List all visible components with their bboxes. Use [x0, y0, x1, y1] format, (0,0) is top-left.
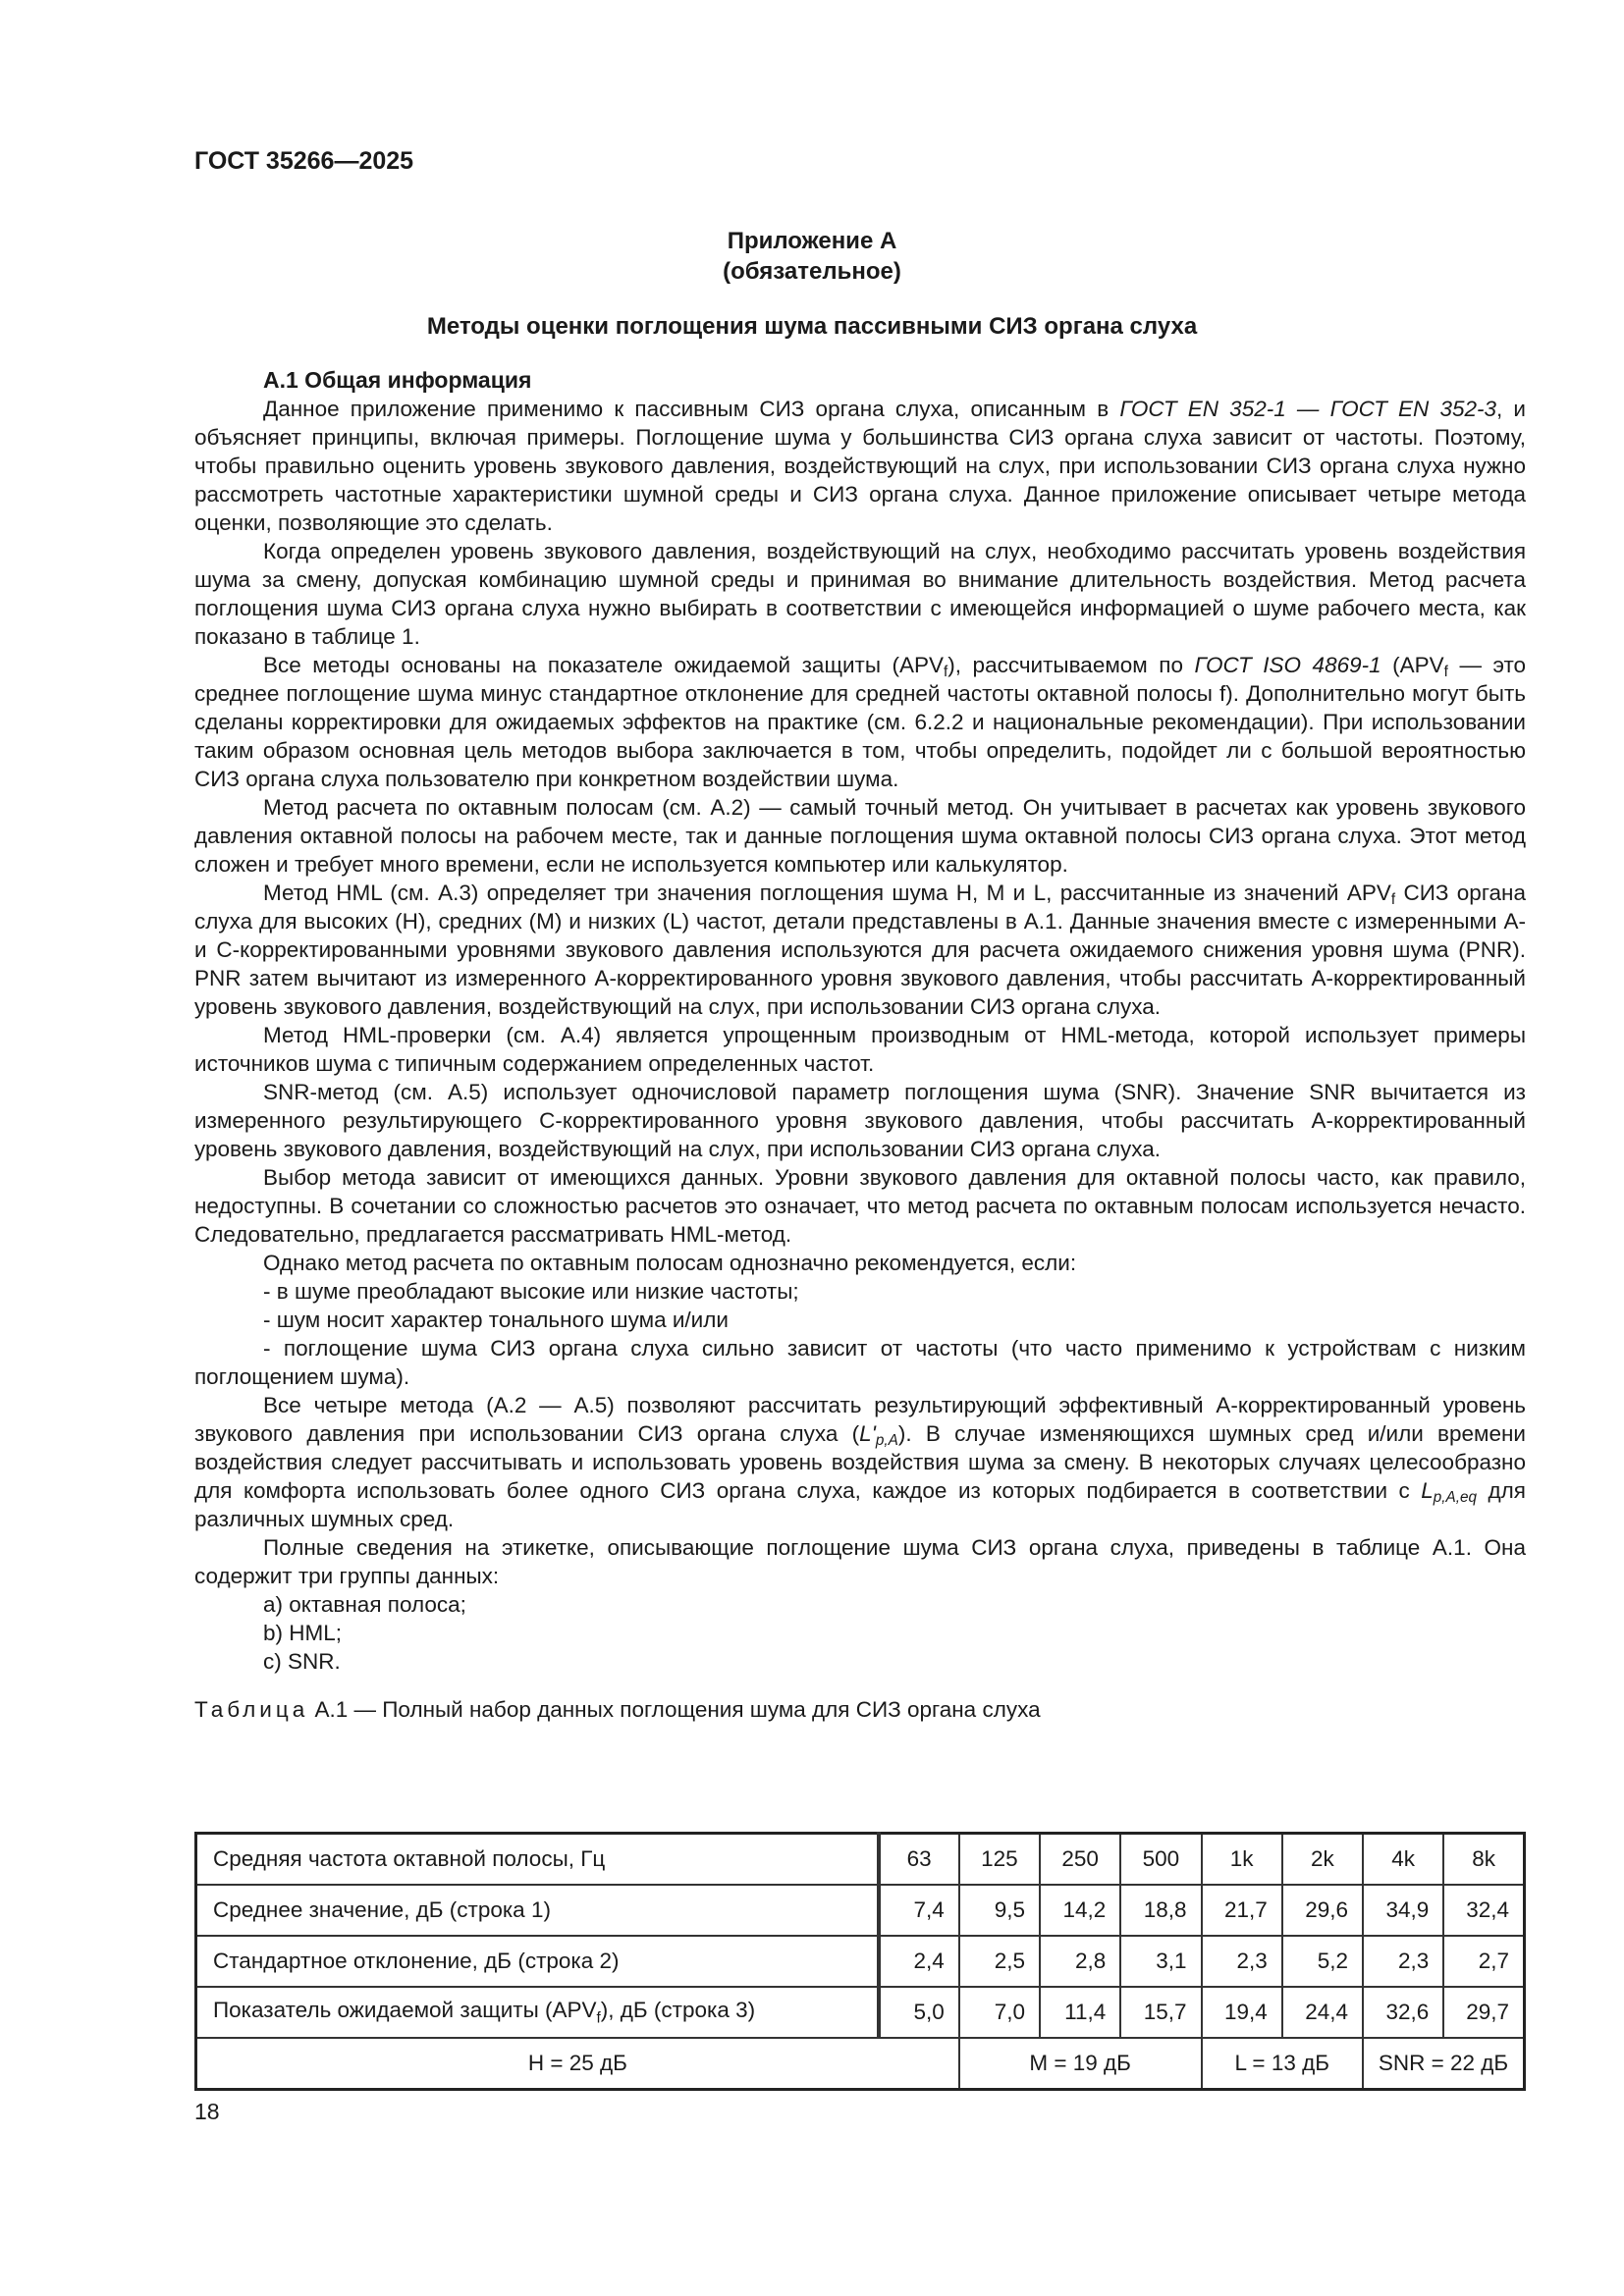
row-label: Показатель ожидаемой защиты $(APV_f)$, дБ (строка 3): [196, 1987, 879, 2038]
table-row: [196, 1834, 1525, 1886]
annex-title: Приложение А: [727, 228, 897, 254]
table-cell: 15,7: [1120, 1987, 1201, 2038]
summary-snr: SNR = 22 дБ: [1363, 2038, 1525, 2090]
standard-reference: ГОСТ ISO 4869-1: [1194, 653, 1381, 677]
summary-m: M = 19 дБ: [959, 2038, 1202, 2090]
table-cell: 5,2: [1282, 1936, 1363, 1987]
list-item: a) октавная полоса;: [263, 1592, 466, 1617]
row-label: Среднее значение, дБ (строка 1): [196, 1885, 879, 1936]
table-cell: 2,5: [959, 1936, 1040, 1987]
table-cell: 63: [879, 1834, 959, 1886]
annex-heading: Методы оценки поглощения шума пассивными СИЗ органа слуха: [426, 313, 1198, 340]
table-row: [196, 1885, 1525, 1936]
paragraph-4: Метод расчета по октавным полосам (см. А.2) — самый точный метод. Он учитывает в расчетах как уровень звукового давления октавной полосы на рабочем месте, так и данные поглощения шума октавной полосы СИЗ органа слуха. Этот метод сложен и требует много времени, если не используется компьютер или калькулятор.: [194, 795, 1526, 877]
table-cell: 9,5: [959, 1885, 1040, 1936]
table-cell: 2,4: [879, 1936, 959, 1987]
table-cell: 250: [1040, 1834, 1120, 1886]
annex-body: [194, 365, 1526, 1724]
list-item: c) SNR.: [263, 1649, 341, 1674]
document-code: ГОСТ 35266—2025: [194, 147, 414, 175]
list-item: b) HML;: [263, 1621, 343, 1645]
table-cell: 24,4: [1282, 1987, 1363, 2038]
summary-h: H = 25 дБ: [196, 2038, 959, 2090]
paragraph-9: Однако метод расчета по октавным полосам однозначно рекомендуется, если:: [263, 1251, 1077, 1275]
table-cell: 4k: [1363, 1834, 1443, 1886]
table-cell: 500: [1120, 1834, 1201, 1886]
table-summary-row: [196, 2038, 1525, 2090]
paragraph-3: Все методы основаны на показателе ожидаемой защиты $(APV_f)$, рассчитываемом по ГОСТ ISO 4869-1 ($APV_f$ — это среднее поглощение шума минус стандартное отклонение для средней частоты октавной полосы f). Дополнительно могут быть сделаны корректировки для ожидаемых эффектов на практике (см. 6.2.2 и национальные рекомендации). При использовании таким образом основная цель методов выбора заключается в том, чтобы определить, подойдет ли с большой вероятностью СИЗ органа слуха пользователю при конкретном воздействии шума.: [194, 653, 1527, 791]
table-cell: 3,1: [1120, 1936, 1201, 1987]
paragraph-8: Выбор метода зависит от имеющихся данных. Уровни звукового давления для октавной полосы часто, как правило, недоступны. В сочетании со сложностью расчетов это означает, что метод расчета по октавным полосам используется нечасто. Следовательно, предлагается рассматривать HML-метод.: [194, 1165, 1526, 1247]
table-row: [196, 1987, 1525, 2038]
table-cell: 2k: [1282, 1834, 1363, 1886]
bullet-item: - шум носит характер тонального шума и/или: [263, 1308, 729, 1332]
table-cell: 21,7: [1202, 1885, 1282, 1936]
row-label: Стандартное отклонение, дБ (строка 2): [196, 1936, 879, 1987]
paragraph-5: Метод HML (см. А.3) определяет три значения поглощения шума H, M и L, рассчитанные из значений $APV_f$ СИЗ органа слуха для высоких (H), средних (M) и низких (L) частот, детали представлены в А.1. Данные значения вместе с измеренными А- и С-корректированными уровнями звукового давления используются для расчета ожидаемого снижения уровня шума (PNR). PNR затем вычитают из измеренного А-корректированного уровня звукового давления, чтобы рассчитать А-корректированный уровень звукового давления, воздействующий на слух, при использовании СИЗ органа слуха.: [194, 881, 1526, 1019]
table-cell: 125: [959, 1834, 1040, 1886]
paragraph-2: Когда определен уровень звукового давления, воздействующий на слух, необходимо рассчитать уровень воздействия шума за смену, допуская комбинацию шумной среды и принимая во внимание длительность воздействия. Метод расчета поглощения шума СИЗ органа слуха нужно выбирать в соответствии с имеющейся информацией о шуме рабочего места, как показано в таблице 1.: [194, 539, 1526, 649]
noise-attenuation-table: [194, 1832, 1526, 2091]
table-caption: Таблица А.1 — Полный набор данных поглощения шума для СИЗ органа слуха: [194, 1697, 1041, 1722]
paragraph-7: SNR-метод (см. А.5) использует одночисловой параметр поглощения шума (SNR). Значение SNR вычитается из измеренного результирующего С-корректированного уровня звукового давления, чтобы рассчитать А-корректированный уровень звукового давления, воздействующий на слух, при использовании СИЗ органа слуха.: [194, 1080, 1526, 1161]
table-cell: 8k: [1443, 1834, 1524, 1886]
table-row: [196, 1936, 1525, 1987]
table-cell: 19,4: [1202, 1987, 1282, 2038]
table-cell: 2,8: [1040, 1936, 1120, 1987]
paragraph-11: Полные сведения на этикетке, описывающие поглощение шума СИЗ органа слуха, приведены в таблице А.1. Она содержит три группы данных:: [194, 1535, 1526, 1588]
paragraph-10: Все четыре метода (А.2 — А.5) позволяют рассчитать результирующий эффективный А-корректированный уровень звукового давления при использовании СИЗ органа слуха $(L'_{p,A})$. В случае изменяющихся шумных сред и/или времени воздействия следует рассчитывать и использовать уровень воздействия шума за смену. В некоторых случаях целесообразно для комфорта использовать более одного СИЗ органа слуха, каждое из которых подбирается в соответствии с $L_{p,A,eq}$ для различных шумных сред.: [194, 1393, 1526, 1531]
table-cell: 11,4: [1040, 1987, 1120, 2038]
paragraph-1: Данное приложение применимо к пассивным СИЗ органа слуха, описанным в ГОСТ EN 352-1 — ГОСТ EN 352-3, и объясняет принципы, включая примеры. Поглощение шума у большинства СИЗ органа слуха зависит от частоты. Поэтому, чтобы правильно оценить уровень звукового давления, воздействующий на слух, при использовании СИЗ органа слуха нужно рассмотреть частотные характеристики шумной среды и СИЗ органа слуха. Данное приложение описывает четыре метода оценки, позволяющие это сделать.: [194, 397, 1526, 535]
table-cell: 29,7: [1443, 1987, 1524, 2038]
table-cell: 32,4: [1443, 1885, 1524, 1936]
annex-status: (обязательное): [723, 258, 901, 285]
table-cell: 14,2: [1040, 1885, 1120, 1936]
standard-reference: ГОСТ EN 352-1 — ГОСТ EN 352-3: [1119, 397, 1496, 421]
table-cell: 2,3: [1202, 1936, 1282, 1987]
table-cell: 5,0: [879, 1987, 959, 2038]
section-title: А.1 Общая информация: [263, 367, 532, 393]
table-cell: 34,9: [1363, 1885, 1443, 1936]
table-cell: 1k: [1202, 1834, 1282, 1886]
table-cell: 7,4: [879, 1885, 959, 1936]
page-number: 18: [194, 2099, 220, 2124]
summary-l: L = 13 дБ: [1202, 2038, 1364, 2090]
paragraph-6: Метод HML-проверки (см. А.4) является упрощенным производным от HML-метода, которой использует примеры источников шума с типичным содержанием определенных частот.: [194, 1023, 1526, 1076]
table-cell: 29,6: [1282, 1885, 1363, 1936]
table-cell: 7,0: [959, 1987, 1040, 2038]
table-cell: 32,6: [1363, 1987, 1443, 2038]
table-cell: 2,7: [1443, 1936, 1524, 1987]
bullet-item: - поглощение шума СИЗ органа слуха сильно зависит от частоты (что часто применимо к устройствам с низким поглощением шума).: [194, 1336, 1526, 1389]
row-label: Средняя частота октавной полосы, Гц: [196, 1834, 879, 1886]
table-cell: 18,8: [1120, 1885, 1201, 1936]
bullet-item: - в шуме преобладают высокие или низкие частоты;: [263, 1279, 799, 1304]
table-cell: 2,3: [1363, 1936, 1443, 1987]
